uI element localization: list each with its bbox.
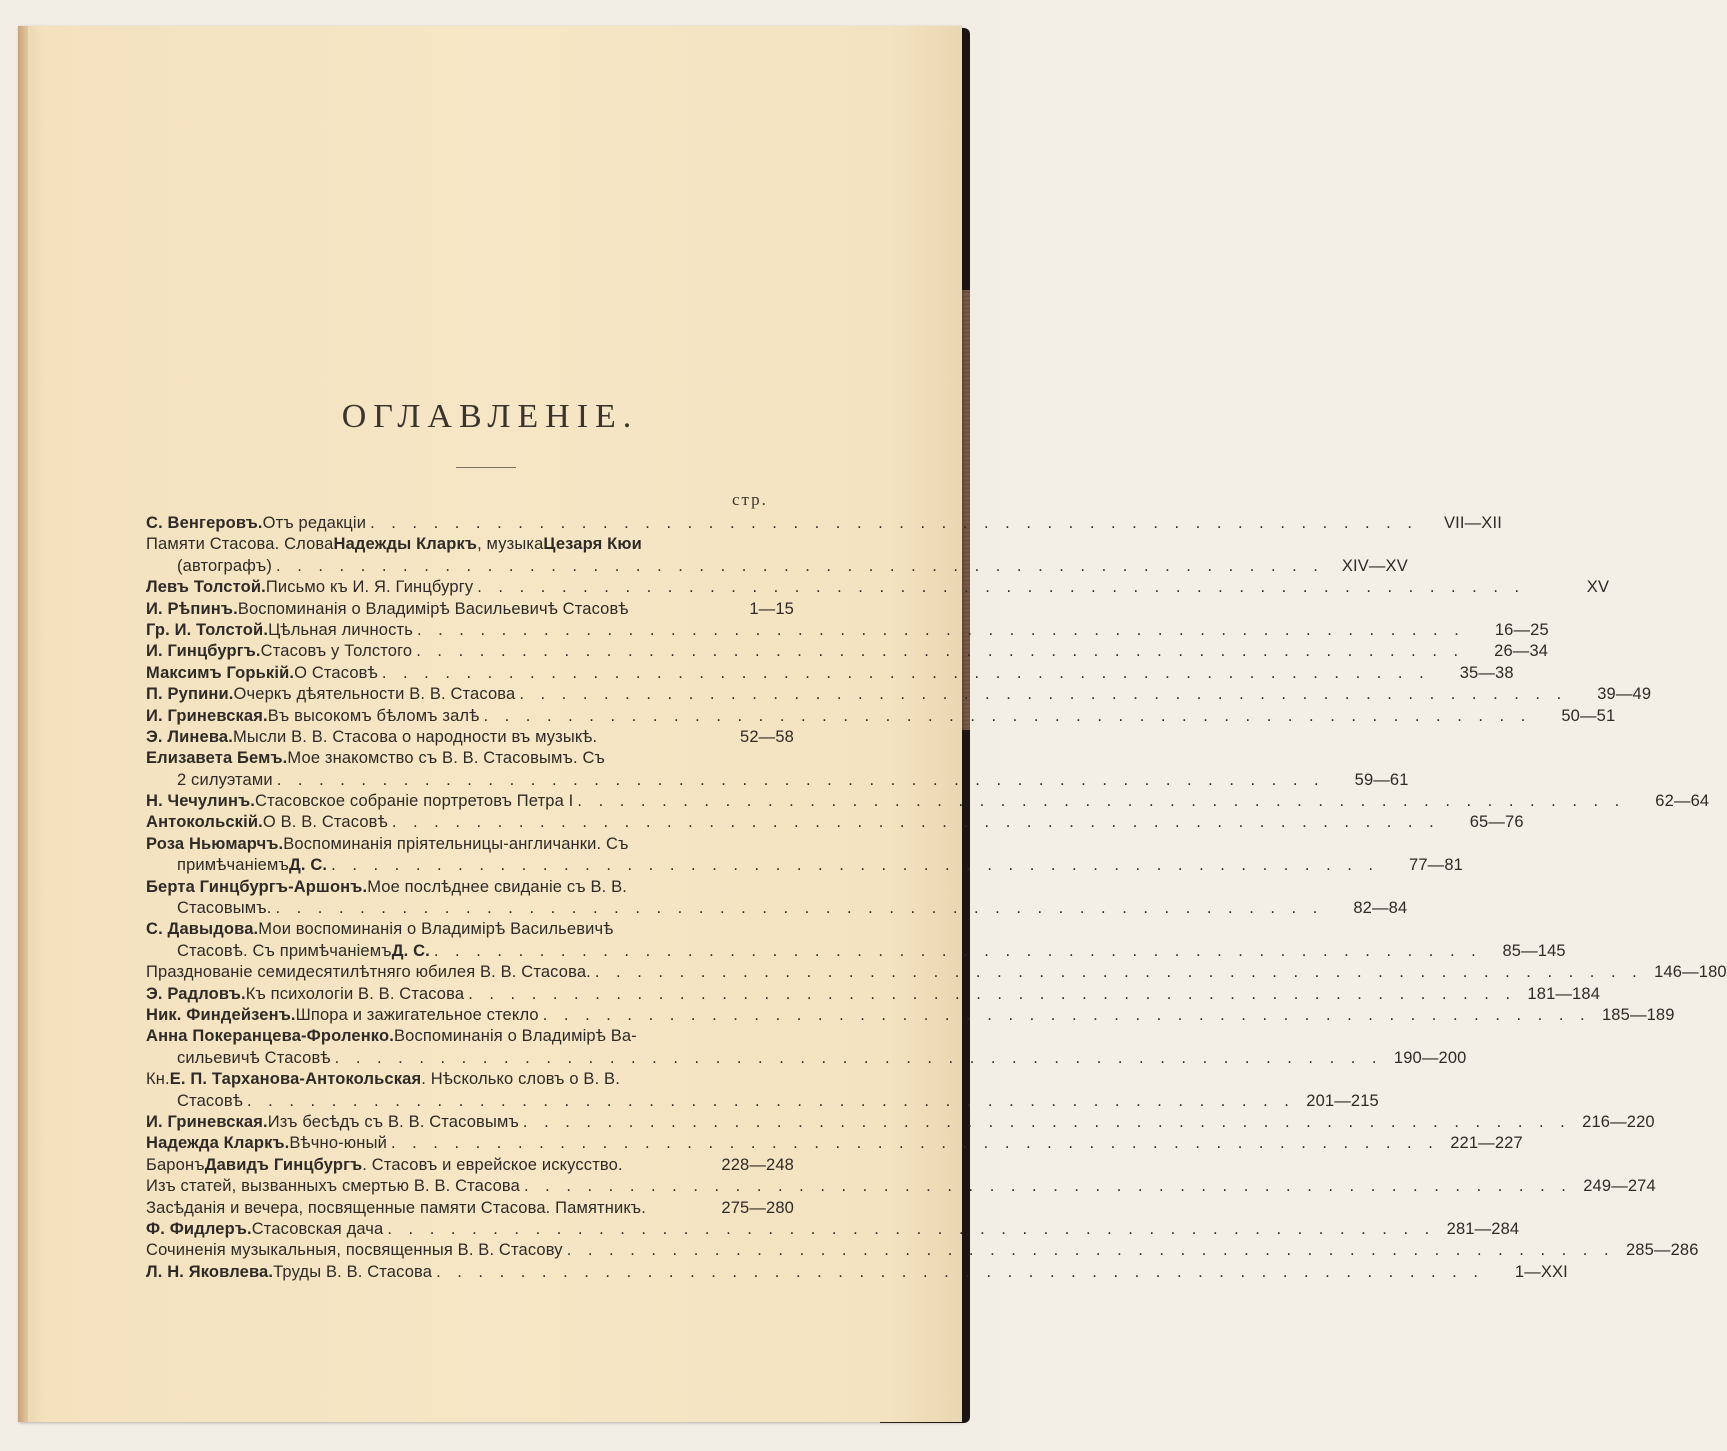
toc-line — [146, 1005, 1675, 1027]
entry-text: Баронъ — [146, 1155, 205, 1174]
entry-text: О Стасовѣ — [294, 663, 378, 682]
entry-author: П. Рупини. — [146, 685, 234, 704]
toc-entry — [146, 813, 1524, 834]
toc-line — [146, 1091, 1379, 1113]
entry-author: Л. Н. Яковлева. — [146, 1262, 274, 1281]
toc-line — [146, 1134, 1523, 1155]
dot-leader: . . . . . . . . . . . . . . . . . . . . . . . . . . . . . . . . . . . . . . . . . . . . . . . . . . — [522, 1112, 1571, 1131]
toc-entry — [146, 1070, 1379, 1113]
toc-line — [146, 642, 1549, 663]
page-number: 26—34 — [1494, 642, 1549, 661]
toc-line — [146, 963, 1727, 984]
dot-leader: . . . . . . . . . . . . . . . . . . . . . . . . . . . . . . . . . . . . . . . . . . . . . . . . . . — [387, 1219, 1436, 1238]
toc-line — [146, 1262, 1568, 1284]
toc-entry — [146, 728, 794, 749]
dot-leader: . . . . . . . . . . . . . . . . . . . . . . . . . . . . . . . . . . . . . . . . . . . . . . . . . . — [436, 1262, 1484, 1281]
entry-text: Воспоминанія пріятельницы-англичанки. Съ — [283, 834, 629, 853]
toc-entry — [146, 685, 1652, 706]
entry-author: И. Рѣпинъ. — [146, 599, 238, 618]
entry-text: 2 силуэтами — [177, 770, 273, 789]
dot-leader: . . . . . . . . . . . . . . . . . . . . . . . . . . . . . . . . . . . . . . . . . . . . . . . . . . — [247, 1091, 1295, 1110]
toc-line — [146, 749, 794, 770]
entry-text: О В. В. Стасовѣ — [262, 813, 388, 832]
page-number: 82—84 — [1353, 899, 1408, 918]
dot-leader: . . . . . . . . . . . . . . . . . . . . . . . . . . . . . . . . . . . . . . . . . . . . . . . . . . — [416, 620, 1465, 639]
entry-text: Стасовская дача — [251, 1219, 384, 1238]
toc-line — [146, 1156, 794, 1177]
toc-line — [146, 770, 1409, 792]
entry-text: Мысли В. В. Стасова о народности въ музыкѣ. — [232, 727, 598, 746]
toc-line — [146, 685, 1652, 706]
page-title: ОГЛАВЛЕНIЕ. — [341, 398, 639, 435]
page-number: 85—145 — [1502, 941, 1566, 960]
entry-text: Засѣданія и вечера, посвященные памяти Стасова. Памятникъ. — [146, 1198, 646, 1217]
entry-text: Очеркъ дѣятельности В. В. Стасова — [233, 685, 516, 704]
toc-line — [146, 600, 794, 621]
page-number: 50—51 — [1561, 706, 1616, 725]
entry-text: Въ высокомъ бѣломъ залѣ — [267, 706, 480, 725]
entry-text: , музыка — [477, 535, 544, 554]
entry-text: Изъ бесѣдъ съ В. В. Стасовымъ — [267, 1112, 519, 1131]
toc-line — [146, 878, 794, 899]
toc-entry — [146, 834, 1463, 878]
dot-leader: . . . . . . . . . . . . . . . . . . . . . . . . . . . . . . . . . . . . . . . . . . . . . . . . . . — [468, 984, 1517, 1003]
title-rule — [456, 467, 516, 468]
entry-text: Стасовѣ. Съ примѣчаніемъ — [177, 941, 392, 960]
page-number: 249—274 — [1583, 1177, 1656, 1196]
entry-text: Отъ редакціи — [262, 514, 367, 532]
entry-author: Анна Покеранцева-Фроленко. — [146, 1027, 394, 1046]
entry-author: Гр. И. Толстой. — [146, 620, 269, 639]
dot-leader: . . . . . . . . . . . . . . . . . . . . . . . . . . . . . . . . . . . . . . . . . . . . . . . . . . — [275, 899, 1324, 918]
entry-author: И. Гриневская. — [146, 706, 268, 725]
page-column-label: стр. — [732, 490, 768, 509]
entry-text: Воспоминанія о Владимірѣ Васильевичѣ Стасовѣ — [237, 599, 629, 618]
page-number: 181—184 — [1527, 984, 1601, 1003]
toc-line — [146, 813, 1524, 834]
dot-leader: . . . . . . . . . . . . . . . . . . . . . . . . . . . . . . . . . . . . . . . . . . . . . . . . . . — [577, 792, 1626, 811]
toc-entry — [146, 535, 1408, 578]
page-number: 228—248 — [721, 1155, 794, 1174]
page-number: 1—15 — [749, 599, 794, 618]
dot-leader: . . . . . . . . . . . . . . . . . . . . . . . . . . . . . . . . . . . . . . . . . . . . . . . . . . — [331, 856, 1379, 875]
entry-text: . Стасовъ и еврейское искусство. — [362, 1155, 623, 1174]
toc-line — [146, 578, 1610, 599]
entry-author: Д. С. — [391, 941, 430, 960]
entry-author: И. Гриневская. — [146, 1112, 268, 1131]
entry-author: Ник. Финдейзенъ. — [146, 1005, 296, 1024]
entry-author: С. Венгеровъ. — [146, 514, 263, 532]
toc-entry — [146, 877, 1408, 921]
toc-entry — [146, 1156, 794, 1177]
entry-text: Вѣчно-юный — [289, 1134, 387, 1153]
entry-text: Стасовымъ. — [177, 899, 272, 918]
toc-line — [146, 556, 1408, 578]
page-number: VII—XII — [1444, 514, 1502, 532]
dot-leader: . . . . . . . . . . . . . . . . . . . . . . . . . . . . . . . . . . . . . . . . . . . . . . . . . . — [370, 514, 1418, 532]
entry-text: Кн. — [146, 1070, 170, 1089]
toc-entry — [146, 578, 1610, 599]
toc-line — [146, 1070, 794, 1091]
toc-entry — [146, 792, 1710, 813]
page-number: 190—200 — [1393, 1048, 1467, 1067]
dot-leader: . . . . . . . . . . . . . . . . . . . . . . . . . . . . . . . . . . . . . . . . . . . . . . . . . . — [523, 1177, 1572, 1196]
page-number: 146—180 — [1654, 963, 1727, 982]
dot-leader: . . . . . . . . . . . . . . . . . . . . . . . . . . . . . . . . . . . . . . . . . . . . . . . . . . — [519, 685, 1568, 704]
toc-line — [146, 663, 1514, 685]
entry-text: Стасовѣ — [177, 1091, 244, 1110]
toc-line — [146, 535, 794, 556]
entry-author: Э. Радловъ. — [146, 984, 246, 1003]
toc-entry — [146, 1177, 1656, 1198]
table-of-contents — [146, 514, 1727, 1284]
toc-entry — [146, 963, 1727, 984]
page-number: 65—76 — [1469, 813, 1524, 832]
page-number: 52—58 — [740, 727, 794, 746]
toc-line — [146, 1048, 1467, 1070]
toc-line — [146, 984, 1601, 1006]
page-number: 185—189 — [1601, 1005, 1675, 1024]
toc-entry — [146, 1219, 1520, 1241]
page-number: XV — [1586, 578, 1610, 597]
page-number: 16—25 — [1494, 620, 1549, 639]
entry-text: Письмо къ И. Я. Гинцбургу — [265, 578, 474, 597]
entry-text: Цѣльная личность — [268, 620, 413, 639]
page-number: 39—49 — [1597, 685, 1652, 704]
toc-entry — [146, 600, 794, 621]
toc-entry — [146, 920, 1566, 963]
dot-leader: . . . . . . . . . . . . . . . . . . . . . . . . . . . . . . . . . . . . . . . . . . . . . . . . . . — [566, 1241, 1615, 1260]
dot-leader: . . . . . . . . . . . . . . . . . . . . . . . . . . . . . . . . . . . . . . . . . . . . . . . . . . — [416, 642, 1465, 661]
entry-text: Изъ статей, вызванныхъ смертью В. В. Стасова — [146, 1177, 520, 1196]
toc-line — [146, 514, 1502, 535]
page-number: XIV—XV — [1341, 556, 1408, 575]
page-number: 59—61 — [1354, 770, 1409, 789]
dot-leader: . . . . . . . . . . . . . . . . . . . . . . . . . . . . . . . . . . . . . . . . . . . . . . . . . . — [276, 770, 1325, 789]
toc-entry — [146, 1005, 1675, 1027]
page-number: 281—284 — [1446, 1219, 1520, 1238]
book-page — [18, 26, 1727, 1422]
entry-text: Мое послѣднее свиданіе съ В. В. — [367, 877, 627, 896]
page-number: 62—64 — [1655, 792, 1710, 811]
dot-leader: . . . . . . . . . . . . . . . . . . . . . . . . . . . . . . . . . . . . . . . . . . . . . . . . . . — [381, 663, 1430, 682]
toc-entry — [146, 514, 1502, 535]
entry-author: Цезаря Кюи — [543, 535, 642, 554]
page-edge — [18, 26, 28, 1422]
toc-line — [146, 1241, 1699, 1262]
toc-entry — [146, 984, 1601, 1006]
toc-line — [146, 941, 1566, 963]
entry-author: Елизавета Бемъ. — [146, 749, 288, 768]
dot-leader: . . . . . . . . . . . . . . . . . . . . . . . . . . . . . . . . . . . . . . . . . . . . . . . . . . — [391, 813, 1440, 832]
entry-author: Надежда Кларкъ. — [146, 1134, 290, 1153]
entry-author: Берта Гинцбургъ-Аршонъ. — [146, 877, 368, 896]
toc-entry — [146, 1112, 1655, 1134]
toc-line — [146, 706, 1616, 728]
page-number: 35—38 — [1459, 663, 1514, 682]
page-number: 221—227 — [1450, 1134, 1523, 1153]
toc-line — [146, 920, 794, 941]
dot-leader: . . . . . . . . . . . . . . . . . . . . . . . . . . . . . . . . . . . . . . . . . . . . . . . . . . — [542, 1005, 1591, 1024]
page-number: 201—215 — [1306, 1091, 1379, 1110]
entry-text: Шпора и зажигательное стекло — [295, 1005, 539, 1024]
entry-author: Э. Линева. — [146, 727, 233, 746]
toc-line — [146, 1112, 1655, 1134]
page-number: 77—81 — [1409, 856, 1463, 875]
entry-text: сильевичѣ Стасовѣ — [177, 1048, 331, 1067]
entry-text: Стасовъ у Толстого — [260, 642, 413, 661]
entry-text: Сочиненія музыкальныя, посвященныя В. В. Стасову — [146, 1241, 563, 1260]
entry-text: Къ психологіи В. В. Стасова — [245, 984, 465, 1003]
toc-entry — [146, 620, 1549, 642]
entry-author: И. Гинцбургъ. — [146, 642, 261, 661]
entry-author: Ф. Фидлеръ. — [146, 1219, 252, 1238]
page-number: 1—XXI — [1514, 1262, 1568, 1281]
toc-line — [146, 728, 794, 749]
toc-entry — [146, 663, 1514, 685]
entry-author: Надежды Кларкъ — [333, 535, 478, 554]
entry-text: примѣчаніемъ — [177, 856, 289, 875]
entry-text: Памяти Стасова. Слова — [146, 535, 334, 554]
toc-line — [146, 1199, 794, 1220]
dot-leader: . . . . . . . . . . . . . . . . . . . . . . . . . . . . . . . . . . . . . . . . . . . . . . . . . . — [594, 963, 1643, 982]
dot-leader: . . . . . . . . . . . . . . . . . . . . . . . . . . . . . . . . . . . . . . . . . . . . . . . . . . — [477, 578, 1526, 597]
entry-author: Д. С. — [288, 856, 328, 875]
toc-entry — [146, 1027, 1467, 1070]
toc-entry — [146, 749, 1409, 792]
toc-entry — [146, 642, 1549, 663]
toc-line — [146, 1027, 794, 1048]
toc-line — [146, 856, 1463, 877]
toc-line — [146, 835, 794, 856]
entry-text: (автографъ) — [177, 556, 273, 575]
toc-entry — [146, 1262, 1568, 1284]
toc-entry — [146, 1134, 1523, 1155]
dot-leader: . . . . . . . . . . . . . . . . . . . . . . . . . . . . . . . . . . . . . . . . . . . . . . . . . . — [334, 1048, 1383, 1067]
dot-leader: . . . . . . . . . . . . . . . . . . . . . . . . . . . . . . . . . . . . . . . . . . . . . . . . . . — [390, 1134, 1439, 1153]
entry-author: Давидъ Гинцбургъ — [204, 1155, 363, 1174]
entry-author: Левъ Толстой. — [146, 578, 266, 597]
toc-entry — [146, 706, 1616, 728]
entry-text: Стасовское собраніе портретовъ Петра I — [255, 792, 574, 811]
toc-line — [146, 620, 1549, 642]
entry-author: Максимъ Горькій. — [146, 663, 295, 682]
entry-text: Мои воспоминанія о Владимірѣ Васильевичѣ — [258, 920, 614, 939]
toc-line — [146, 792, 1710, 813]
toc-line — [146, 899, 1408, 920]
entry-text: Мое знакомство съ В. В. Стасовымъ. Съ — [287, 749, 605, 768]
page-number: 285—286 — [1625, 1241, 1699, 1260]
entry-author: Е. П. Тарханова-Антокольская — [169, 1070, 422, 1089]
toc-line — [146, 1219, 1520, 1241]
dot-leader: . . . . . . . . . . . . . . . . . . . . . . . . . . . . . . . . . . . . . . . . . . . . . . . . . . — [483, 706, 1532, 725]
entry-author: С. Давыдова. — [146, 920, 259, 939]
toc-line — [146, 1177, 1656, 1198]
entry-text: Празднованіе семидесятилѣтняго юбилея В. В. Стасова. — [146, 963, 591, 982]
entry-author: Н. Чечулинъ. — [146, 792, 255, 811]
toc-entry — [146, 1199, 794, 1220]
page-number: 275—280 — [721, 1198, 794, 1217]
entry-author: Роза Ньюмарчъ. — [146, 834, 284, 853]
dot-leader: . . . . . . . . . . . . . . . . . . . . . . . . . . . . . . . . . . . . . . . . . . . . . . . . . . — [276, 556, 1324, 575]
entry-author: Антокольскій. — [146, 813, 263, 832]
page-number: 216—220 — [1582, 1112, 1655, 1131]
entry-text: Воспоминанія о Владимірѣ Ва- — [393, 1027, 637, 1046]
dot-leader: . . . . . . . . . . . . . . . . . . . . . . . . . . . . . . . . . . . . . . . . . . . . . . . . . . — [433, 941, 1482, 960]
toc-entry — [146, 1241, 1699, 1262]
entry-text: Труды В. В. Стасова — [273, 1262, 433, 1281]
entry-text: . Нѣсколько словъ о В. В. — [421, 1070, 620, 1089]
